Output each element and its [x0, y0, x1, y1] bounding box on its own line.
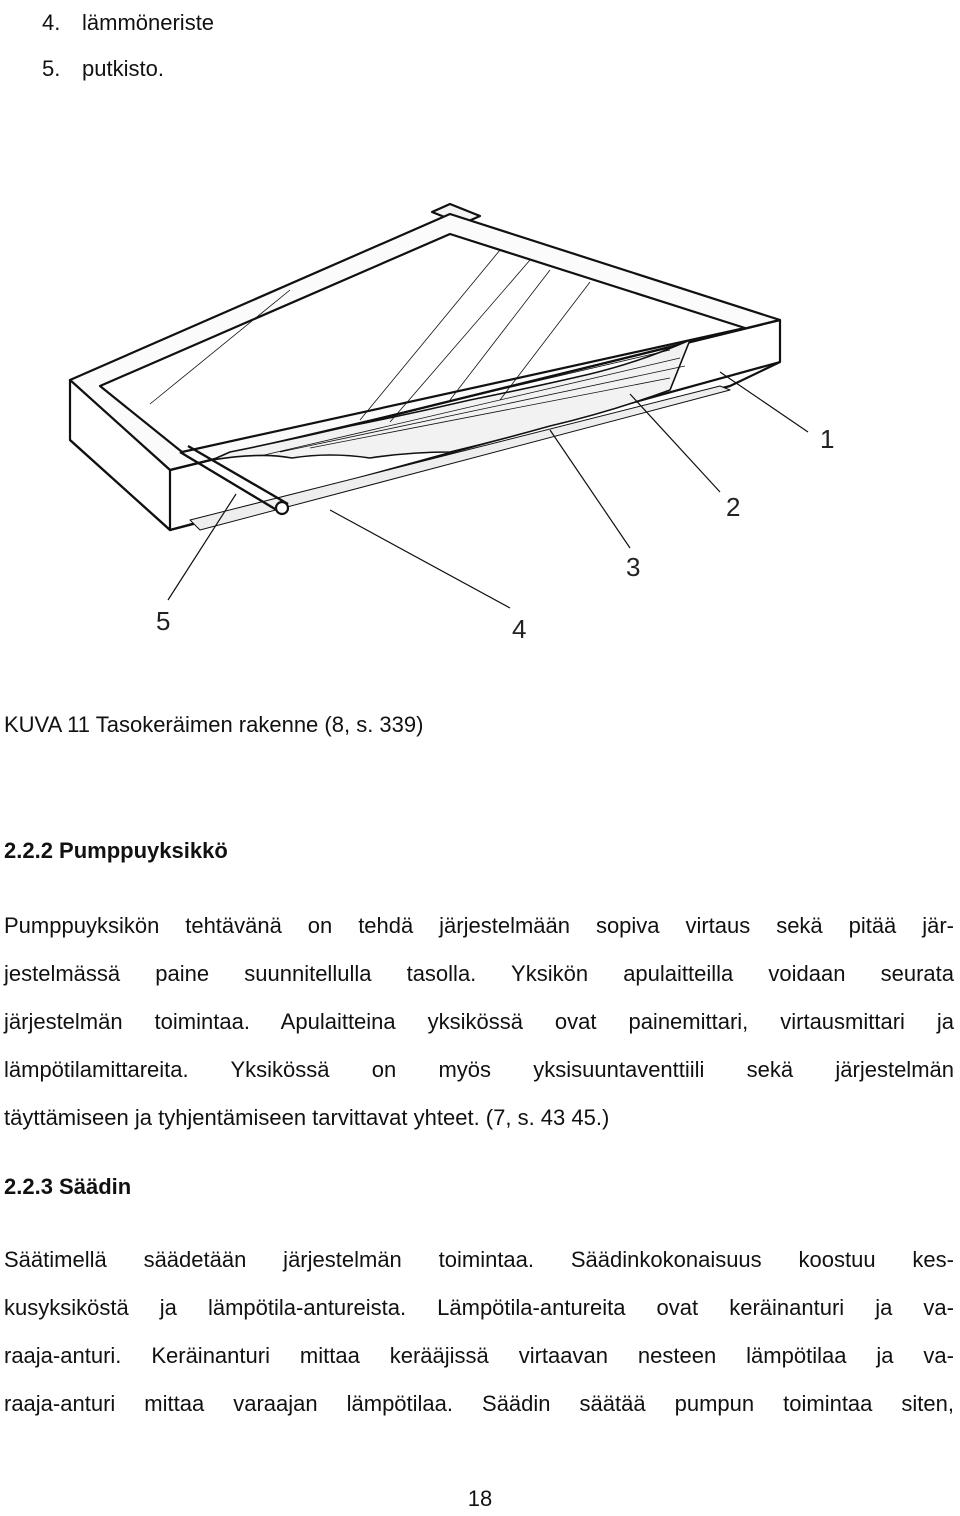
page-number: 18 [467, 1486, 493, 1511]
section-heading-saadin: 2.2.3 Säädin [4, 1174, 132, 1199]
figure-label-3: 3 [626, 552, 641, 582]
figure-label-4: 4 [512, 614, 527, 644]
list-number: 4. [42, 10, 61, 35]
paragraph-line: kusyksiköstä ja lämpötila-antureista. Lämpötila-antureita ovat keräinanturi ja va- [4, 1295, 954, 1320]
section-paragraph [4, 902, 954, 1142]
section-paragraph [4, 1236, 954, 1428]
list-text: putkisto. [82, 56, 164, 81]
section-heading-pumppuyksikko: 2.2.2 Pumppuyksikkö [4, 838, 228, 863]
paragraph-line: jestelmässä paine suunnitellulla tasolla. Yksikön apulaitteilla voidaan seurata [4, 961, 954, 986]
paragraph-line: raaja-anturi mittaa varaajan lämpötilaa. Säädin säätää pumpun toimintaa siten, [4, 1391, 954, 1416]
paragraph-line: Säätimellä säädetään järjestelmän toimintaa. Säädinkokonaisuus koostuu kes- [4, 1247, 954, 1272]
figure-label-1: 1 [820, 424, 835, 454]
figure-label-5: 5 [156, 606, 171, 636]
list-number: 5. [42, 56, 61, 81]
paragraph-line: järjestelmän toimintaa. Apulaitteina yksikössä ovat painemittari, virtausmittari ja [4, 1009, 954, 1034]
solar-collector-figure [30, 190, 890, 660]
paragraph-line: Pumppuyksikön tehtävänä on tehdä järjestelmään sopiva virtaus sekä pitää jär- [4, 913, 954, 938]
paragraph-line: täyttämiseen ja tyhjentämiseen tarvittavat yhteet. (7, s. 43 45.) [4, 1105, 610, 1130]
list-item [42, 46, 214, 92]
list-item [42, 0, 214, 46]
figure-label-2: 2 [726, 492, 741, 522]
list-text: lämmöneriste [82, 10, 215, 35]
numbered-list [42, 0, 214, 92]
paragraph-line: raaja-anturi. Keräinanturi mittaa kerääjissä virtaavan nesteen lämpötilaa ja va- [4, 1343, 954, 1368]
paragraph-line: lämpötilamittareita. Yksikössä on myös yksisuuntaventtiili sekä järjestelmän [4, 1057, 954, 1082]
figure-caption: KUVA 11 Tasokeräimen rakenne (8, s. 339) [4, 712, 424, 737]
